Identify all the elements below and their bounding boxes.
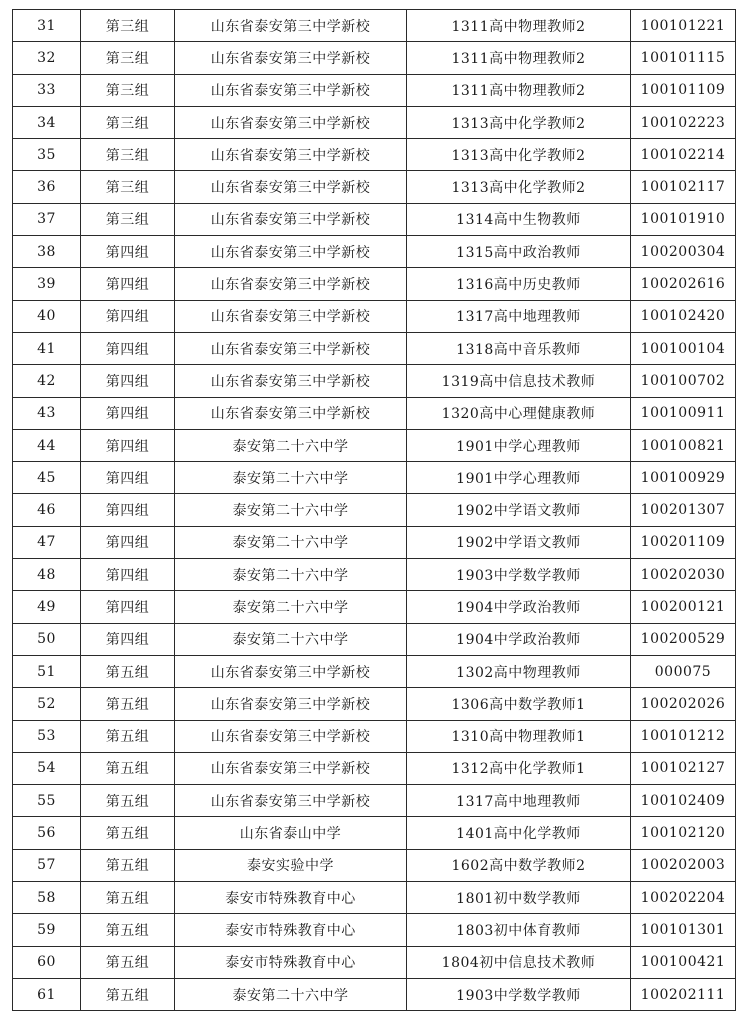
candidate-id-cell: 100101910 [631, 203, 736, 235]
table-row [13, 106, 736, 138]
school-cell: 山东省泰安第三中学新校 [175, 10, 407, 42]
school-cell: 泰安第二十六中学 [175, 494, 407, 526]
position-cell: 1313高中化学教师2 [407, 106, 631, 138]
table-row [13, 268, 736, 300]
candidate-id-cell: 100201109 [631, 526, 736, 558]
school-cell: 山东省泰安第三中学新校 [175, 720, 407, 752]
school-cell: 山东省泰安第三中学新校 [175, 655, 407, 687]
candidate-id-cell: 100100911 [631, 397, 736, 429]
school-cell: 泰安实验中学 [175, 849, 407, 881]
candidate-id-cell: 100200121 [631, 591, 736, 623]
row-number-cell: 36 [13, 171, 81, 203]
position-cell: 1320高中心理健康教师 [407, 397, 631, 429]
row-number-cell: 43 [13, 397, 81, 429]
school-cell: 山东省泰安第三中学新校 [175, 203, 407, 235]
position-cell: 1804初中信息技术教师 [407, 946, 631, 978]
table-row [13, 332, 736, 364]
row-number-cell: 57 [13, 849, 81, 881]
table-row [13, 623, 736, 655]
group-cell: 第四组 [81, 429, 175, 461]
group-cell: 第四组 [81, 268, 175, 300]
candidate-id-cell: 100202030 [631, 559, 736, 591]
candidate-id-cell: 100201307 [631, 494, 736, 526]
group-cell: 第五组 [81, 946, 175, 978]
row-number-cell: 51 [13, 655, 81, 687]
position-cell: 1602高中数学教师2 [407, 849, 631, 881]
group-cell: 第五组 [81, 882, 175, 914]
row-number-cell: 44 [13, 429, 81, 461]
table-row [13, 655, 736, 687]
group-cell: 第三组 [81, 139, 175, 171]
table-row [13, 946, 736, 978]
position-cell: 1901中学心理教师 [407, 429, 631, 461]
table-body [13, 10, 736, 1011]
position-cell: 1803初中体育教师 [407, 914, 631, 946]
group-cell: 第五组 [81, 978, 175, 1010]
position-cell: 1401高中化学教师 [407, 817, 631, 849]
table-row [13, 397, 736, 429]
candidate-id-cell: 100100702 [631, 365, 736, 397]
row-number-cell: 47 [13, 526, 81, 558]
position-cell: 1306高中数学教师1 [407, 688, 631, 720]
group-cell: 第四组 [81, 332, 175, 364]
position-cell: 1903中学数学教师 [407, 978, 631, 1010]
school-cell: 山东省泰安第三中学新校 [175, 42, 407, 74]
table-row [13, 752, 736, 784]
group-cell: 第五组 [81, 817, 175, 849]
candidate-id-cell: 100101115 [631, 42, 736, 74]
table-row [13, 526, 736, 558]
position-cell: 1801初中数学教师 [407, 882, 631, 914]
position-cell: 1902中学语文教师 [407, 494, 631, 526]
candidate-id-cell: 100100929 [631, 462, 736, 494]
candidate-id-cell: 100202204 [631, 882, 736, 914]
school-cell: 山东省泰安第三中学新校 [175, 785, 407, 817]
group-cell: 第四组 [81, 397, 175, 429]
row-number-cell: 61 [13, 978, 81, 1010]
group-cell: 第四组 [81, 494, 175, 526]
group-cell: 第四组 [81, 300, 175, 332]
row-number-cell: 32 [13, 42, 81, 74]
group-cell: 第四组 [81, 236, 175, 268]
school-cell: 山东省泰安第三中学新校 [175, 300, 407, 332]
school-cell: 泰安第二十六中学 [175, 623, 407, 655]
position-cell: 1314高中生物教师 [407, 203, 631, 235]
position-cell: 1318高中音乐教师 [407, 332, 631, 364]
row-number-cell: 58 [13, 882, 81, 914]
school-cell: 山东省泰山中学 [175, 817, 407, 849]
candidate-id-cell: 100202616 [631, 268, 736, 300]
table-row [13, 720, 736, 752]
candidate-id-cell: 100102117 [631, 171, 736, 203]
position-cell: 1311高中物理教师2 [407, 42, 631, 74]
table-row [13, 462, 736, 494]
school-cell: 山东省泰安第三中学新校 [175, 397, 407, 429]
position-cell: 1317高中地理教师 [407, 785, 631, 817]
row-number-cell: 48 [13, 559, 81, 591]
row-number-cell: 45 [13, 462, 81, 494]
position-cell: 1315高中政治教师 [407, 236, 631, 268]
school-cell: 山东省泰安第三中学新校 [175, 332, 407, 364]
candidate-id-cell: 100100821 [631, 429, 736, 461]
table-row [13, 914, 736, 946]
group-cell: 第五组 [81, 655, 175, 687]
candidate-id-cell: 100202026 [631, 688, 736, 720]
group-cell: 第三组 [81, 203, 175, 235]
position-cell: 1311高中物理教师2 [407, 10, 631, 42]
row-number-cell: 59 [13, 914, 81, 946]
position-cell: 1901中学心理教师 [407, 462, 631, 494]
row-number-cell: 38 [13, 236, 81, 268]
row-number-cell: 37 [13, 203, 81, 235]
candidate-id-cell: 100101221 [631, 10, 736, 42]
school-cell: 山东省泰安第三中学新校 [175, 365, 407, 397]
table-row [13, 882, 736, 914]
table-row [13, 978, 736, 1010]
table-row [13, 300, 736, 332]
position-cell: 1317高中地理教师 [407, 300, 631, 332]
group-cell: 第三组 [81, 42, 175, 74]
group-cell: 第四组 [81, 623, 175, 655]
table-row [13, 236, 736, 268]
school-cell: 泰安第二十六中学 [175, 462, 407, 494]
position-cell: 1903中学数学教师 [407, 559, 631, 591]
row-number-cell: 49 [13, 591, 81, 623]
group-cell: 第五组 [81, 914, 175, 946]
group-cell: 第四组 [81, 559, 175, 591]
school-cell: 山东省泰安第三中学新校 [175, 752, 407, 784]
school-cell: 山东省泰安第三中学新校 [175, 236, 407, 268]
candidate-id-cell: 100202111 [631, 978, 736, 1010]
candidate-id-cell: 100200529 [631, 623, 736, 655]
table-row [13, 42, 736, 74]
group-cell: 第五组 [81, 752, 175, 784]
row-number-cell: 56 [13, 817, 81, 849]
table-row [13, 688, 736, 720]
position-cell: 1313高中化学教师2 [407, 139, 631, 171]
position-cell: 1904中学政治教师 [407, 591, 631, 623]
table-row [13, 591, 736, 623]
school-cell: 泰安第二十六中学 [175, 429, 407, 461]
candidate-id-cell: 100101301 [631, 914, 736, 946]
group-cell: 第四组 [81, 526, 175, 558]
school-cell: 泰安市特殊教育中心 [175, 946, 407, 978]
group-cell: 第五组 [81, 688, 175, 720]
school-cell: 山东省泰安第三中学新校 [175, 268, 407, 300]
candidate-id-cell: 000075 [631, 655, 736, 687]
table-row [13, 559, 736, 591]
candidate-id-cell: 100101212 [631, 720, 736, 752]
candidate-id-cell: 100100104 [631, 332, 736, 364]
row-number-cell: 55 [13, 785, 81, 817]
school-cell: 山东省泰安第三中学新校 [175, 139, 407, 171]
position-cell: 1904中学政治教师 [407, 623, 631, 655]
group-cell: 第五组 [81, 849, 175, 881]
table-row [13, 203, 736, 235]
group-cell: 第五组 [81, 785, 175, 817]
position-cell: 1302高中物理教师 [407, 655, 631, 687]
position-cell: 1319高中信息技术教师 [407, 365, 631, 397]
row-number-cell: 40 [13, 300, 81, 332]
school-cell: 泰安第二十六中学 [175, 591, 407, 623]
table-row [13, 10, 736, 42]
group-cell: 第三组 [81, 106, 175, 138]
candidate-id-cell: 100102223 [631, 106, 736, 138]
row-number-cell: 54 [13, 752, 81, 784]
group-cell: 第四组 [81, 591, 175, 623]
candidate-id-cell: 100102214 [631, 139, 736, 171]
group-cell: 第三组 [81, 10, 175, 42]
position-cell: 1902中学语文教师 [407, 526, 631, 558]
row-number-cell: 33 [13, 74, 81, 106]
row-number-cell: 41 [13, 332, 81, 364]
position-cell: 1310高中物理教师1 [407, 720, 631, 752]
candidate-id-cell: 100102420 [631, 300, 736, 332]
school-cell: 泰安第二十六中学 [175, 978, 407, 1010]
group-cell: 第四组 [81, 462, 175, 494]
row-number-cell: 60 [13, 946, 81, 978]
school-cell: 泰安第二十六中学 [175, 526, 407, 558]
results-table [12, 9, 736, 1011]
position-cell: 1312高中化学教师1 [407, 752, 631, 784]
position-cell: 1311高中物理教师2 [407, 74, 631, 106]
table-row [13, 171, 736, 203]
candidate-id-cell: 100101109 [631, 74, 736, 106]
group-cell: 第五组 [81, 720, 175, 752]
row-number-cell: 42 [13, 365, 81, 397]
candidate-id-cell: 100102127 [631, 752, 736, 784]
table-row [13, 494, 736, 526]
table-row [13, 785, 736, 817]
group-cell: 第三组 [81, 74, 175, 106]
candidate-id-cell: 100102120 [631, 817, 736, 849]
row-number-cell: 50 [13, 623, 81, 655]
candidate-id-cell: 100202003 [631, 849, 736, 881]
school-cell: 山东省泰安第三中学新校 [175, 171, 407, 203]
row-number-cell: 39 [13, 268, 81, 300]
position-cell: 1316高中历史教师 [407, 268, 631, 300]
candidate-id-cell: 100200304 [631, 236, 736, 268]
row-number-cell: 46 [13, 494, 81, 526]
school-cell: 泰安市特殊教育中心 [175, 914, 407, 946]
school-cell: 泰安市特殊教育中心 [175, 882, 407, 914]
school-cell: 泰安第二十六中学 [175, 559, 407, 591]
row-number-cell: 31 [13, 10, 81, 42]
table-row [13, 365, 736, 397]
candidate-id-cell: 100100421 [631, 946, 736, 978]
row-number-cell: 52 [13, 688, 81, 720]
group-cell: 第四组 [81, 365, 175, 397]
school-cell: 山东省泰安第三中学新校 [175, 688, 407, 720]
row-number-cell: 35 [13, 139, 81, 171]
row-number-cell: 53 [13, 720, 81, 752]
school-cell: 山东省泰安第三中学新校 [175, 74, 407, 106]
row-number-cell: 34 [13, 106, 81, 138]
candidate-id-cell: 100102409 [631, 785, 736, 817]
table-row [13, 817, 736, 849]
table-row [13, 849, 736, 881]
table-row [13, 74, 736, 106]
table-row [13, 429, 736, 461]
group-cell: 第三组 [81, 171, 175, 203]
position-cell: 1313高中化学教师2 [407, 171, 631, 203]
table-row [13, 139, 736, 171]
school-cell: 山东省泰安第三中学新校 [175, 106, 407, 138]
